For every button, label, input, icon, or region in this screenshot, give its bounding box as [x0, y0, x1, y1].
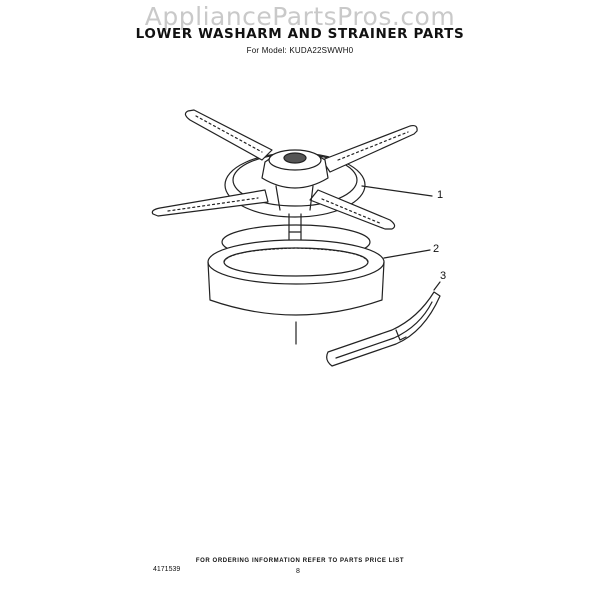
page-number: 8: [296, 568, 300, 575]
document-number: 4171539: [153, 566, 181, 573]
lower-washarm: [152, 110, 432, 240]
callout-3: 3: [440, 270, 447, 282]
strainer-clip: [327, 282, 440, 366]
watermark: AppliancePartsPros.com: [144, 2, 456, 31]
callout-2: 2: [433, 243, 440, 255]
strainer-ring: [208, 225, 430, 344]
callout-1: 1: [437, 189, 444, 201]
diagram-title: LOWER WASHARM AND STRAINER PARTS: [135, 26, 465, 42]
model-subtitle: For Model: KUDA22SWWH0: [246, 46, 354, 55]
ordering-info-note: FOR ORDERING INFORMATION REFER TO PARTS PRICE LIST: [195, 558, 405, 564]
